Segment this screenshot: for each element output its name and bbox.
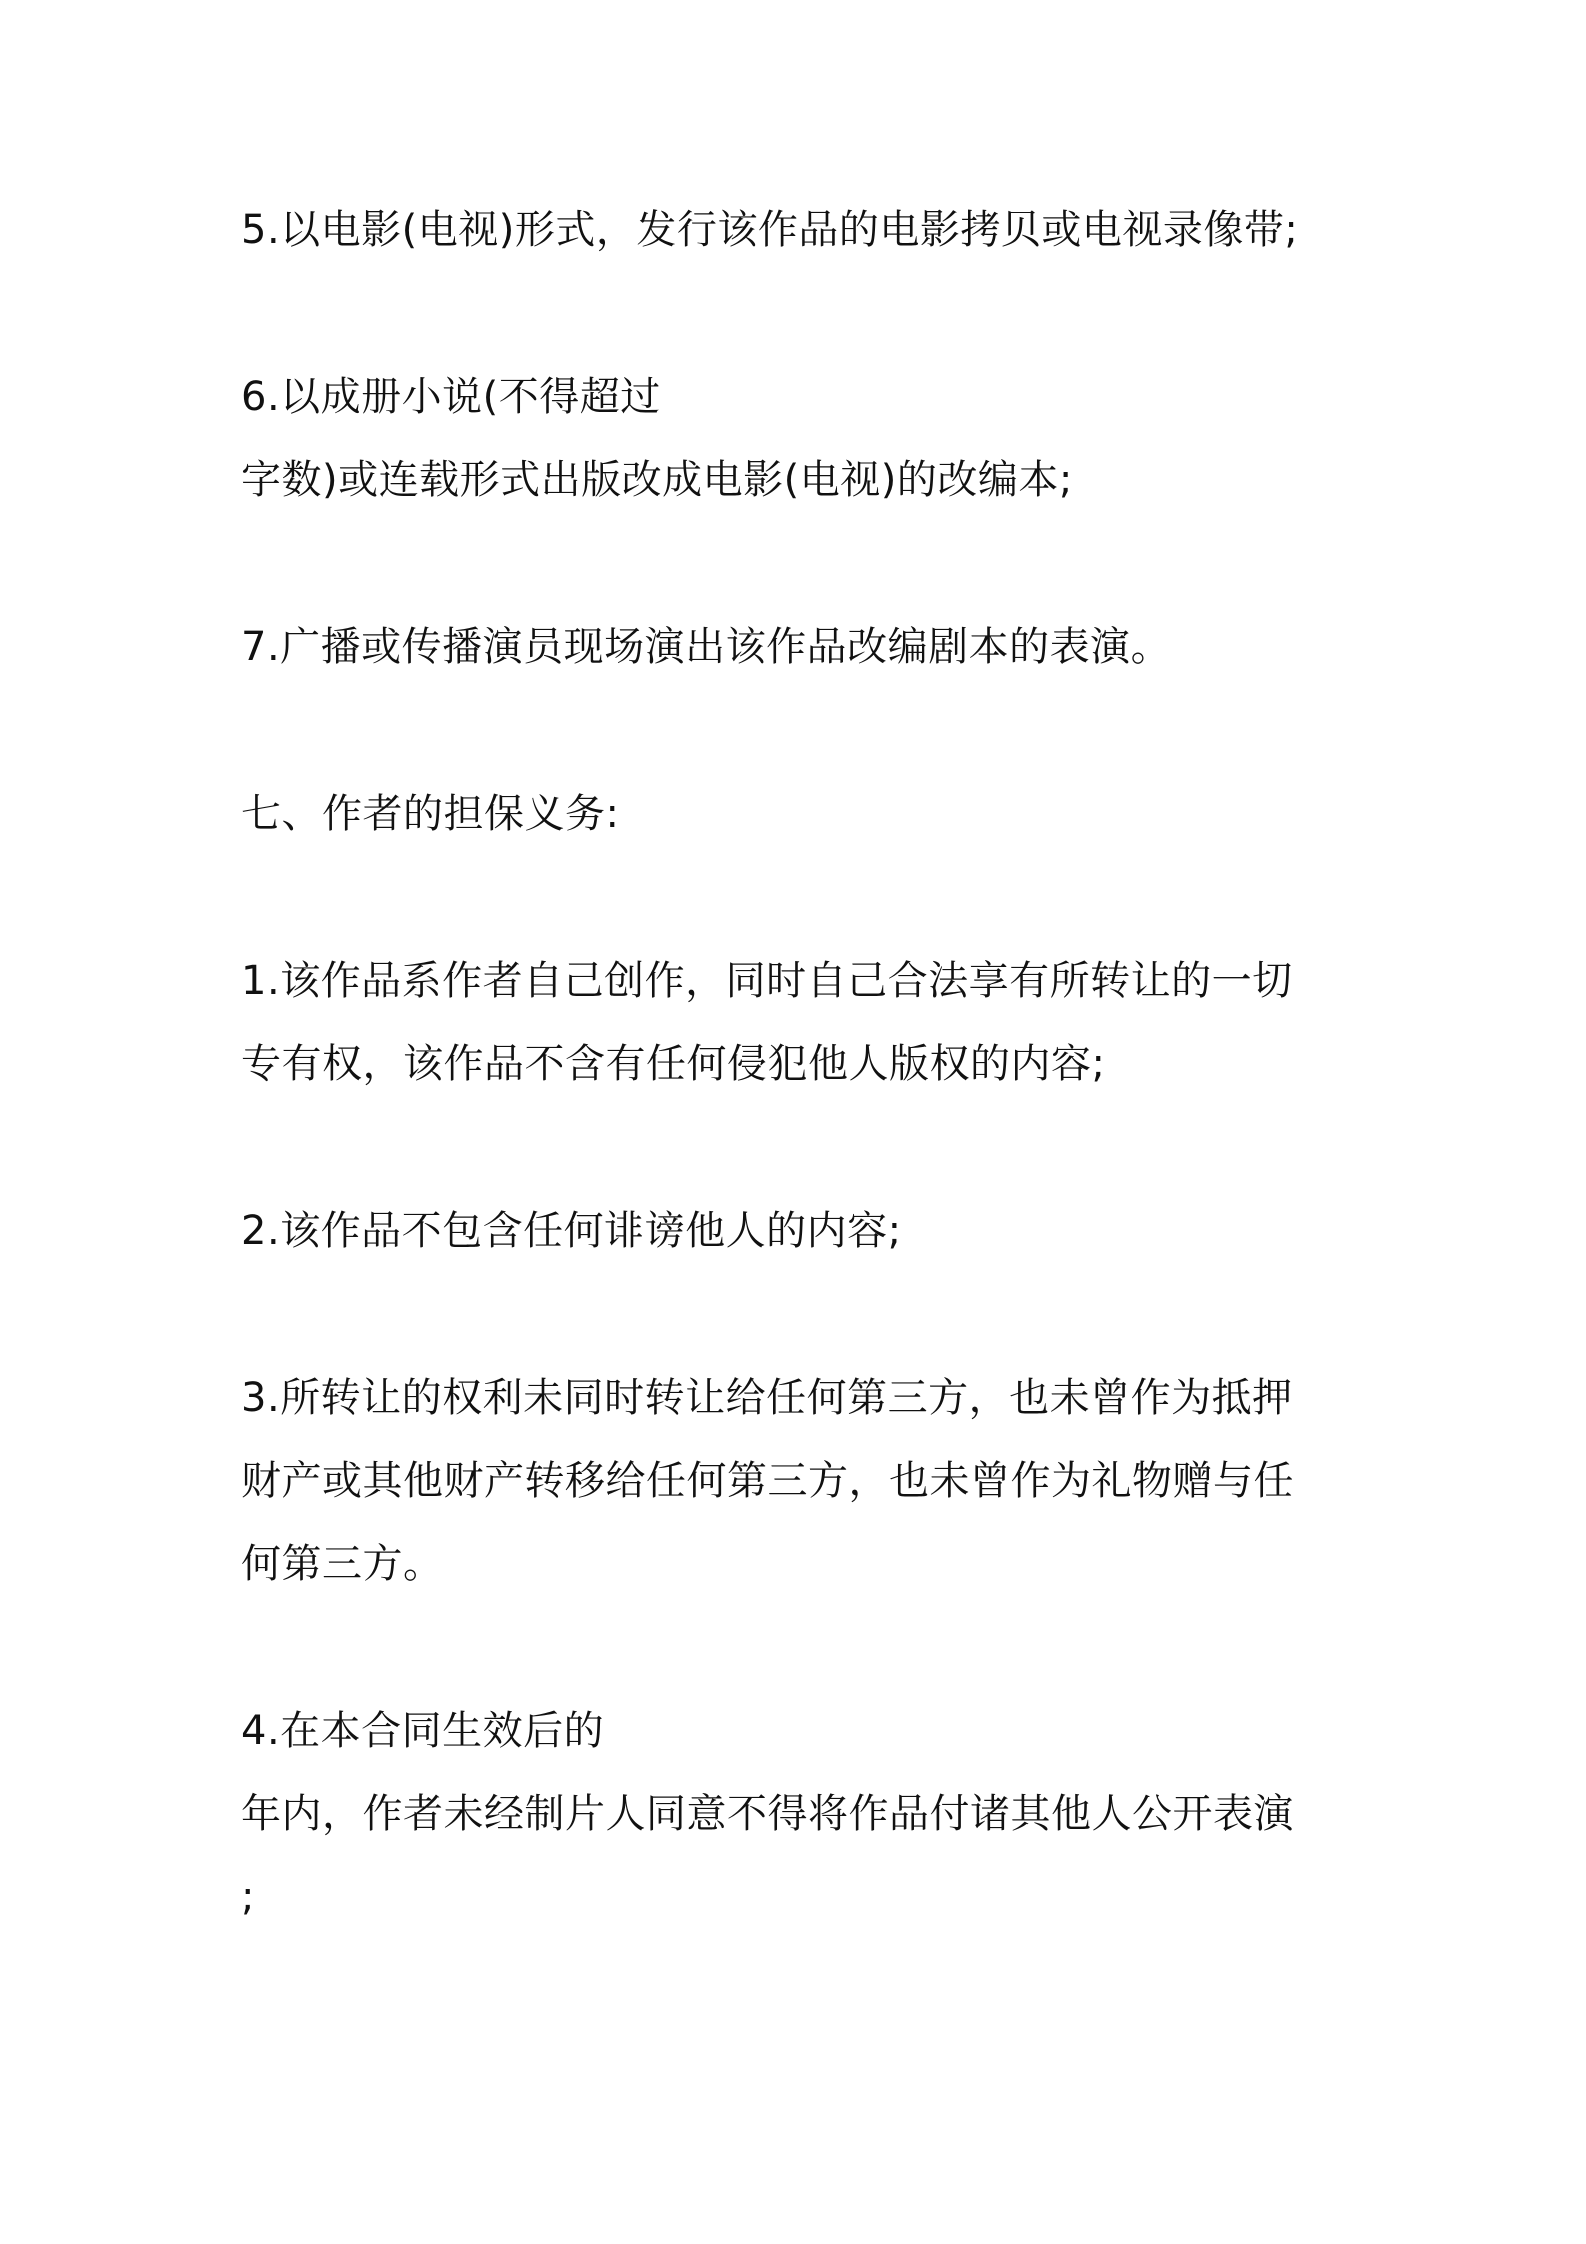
section-7-heading: 七、作者的担保义务: xyxy=(241,791,620,837)
warranty-1-line-1: 1.该作品系作者自己创作，同时自己合法享有所转让的一切 xyxy=(241,958,1293,1004)
warranty-1-line-2: 专有权，该作品不含有任何侵犯他人版权的内容; xyxy=(241,1041,1106,1087)
item-5-line-1: 5.以电影(电视)形式，发行该作品的电影拷贝或电视录像带; xyxy=(241,207,1299,253)
warranty-4-line-2: 年内，作者未经制片人同意不得将作品付诸其他人公开表演 xyxy=(241,1791,1294,1837)
warranty-4-line-3: ; xyxy=(241,1874,255,1920)
warranty-4-line-1: 4.在本合同生效后的 xyxy=(241,1708,605,1754)
item-7-line-1: 7.广播或传播演员现场演出该作品改编剧本的表演。 xyxy=(241,624,1172,670)
warranty-3-line-2: 财产或其他财产转移给任何第三方，也未曾作为礼物赠与任 xyxy=(241,1458,1294,1504)
warranty-2-line-1: 2.该作品不包含任何诽谤他人的内容; xyxy=(241,1208,902,1254)
warranty-3-line-3: 何第三方。 xyxy=(241,1541,444,1587)
item-6-line-2: 字数)或连载形式出版改成电影(电视)的改编本; xyxy=(241,457,1073,503)
item-6-line-1: 6.以成册小说(不得超过 xyxy=(241,374,661,420)
warranty-3-line-1: 3.所转让的权利未同时转让给任何第三方，也未曾作为抵押 xyxy=(241,1375,1293,1421)
